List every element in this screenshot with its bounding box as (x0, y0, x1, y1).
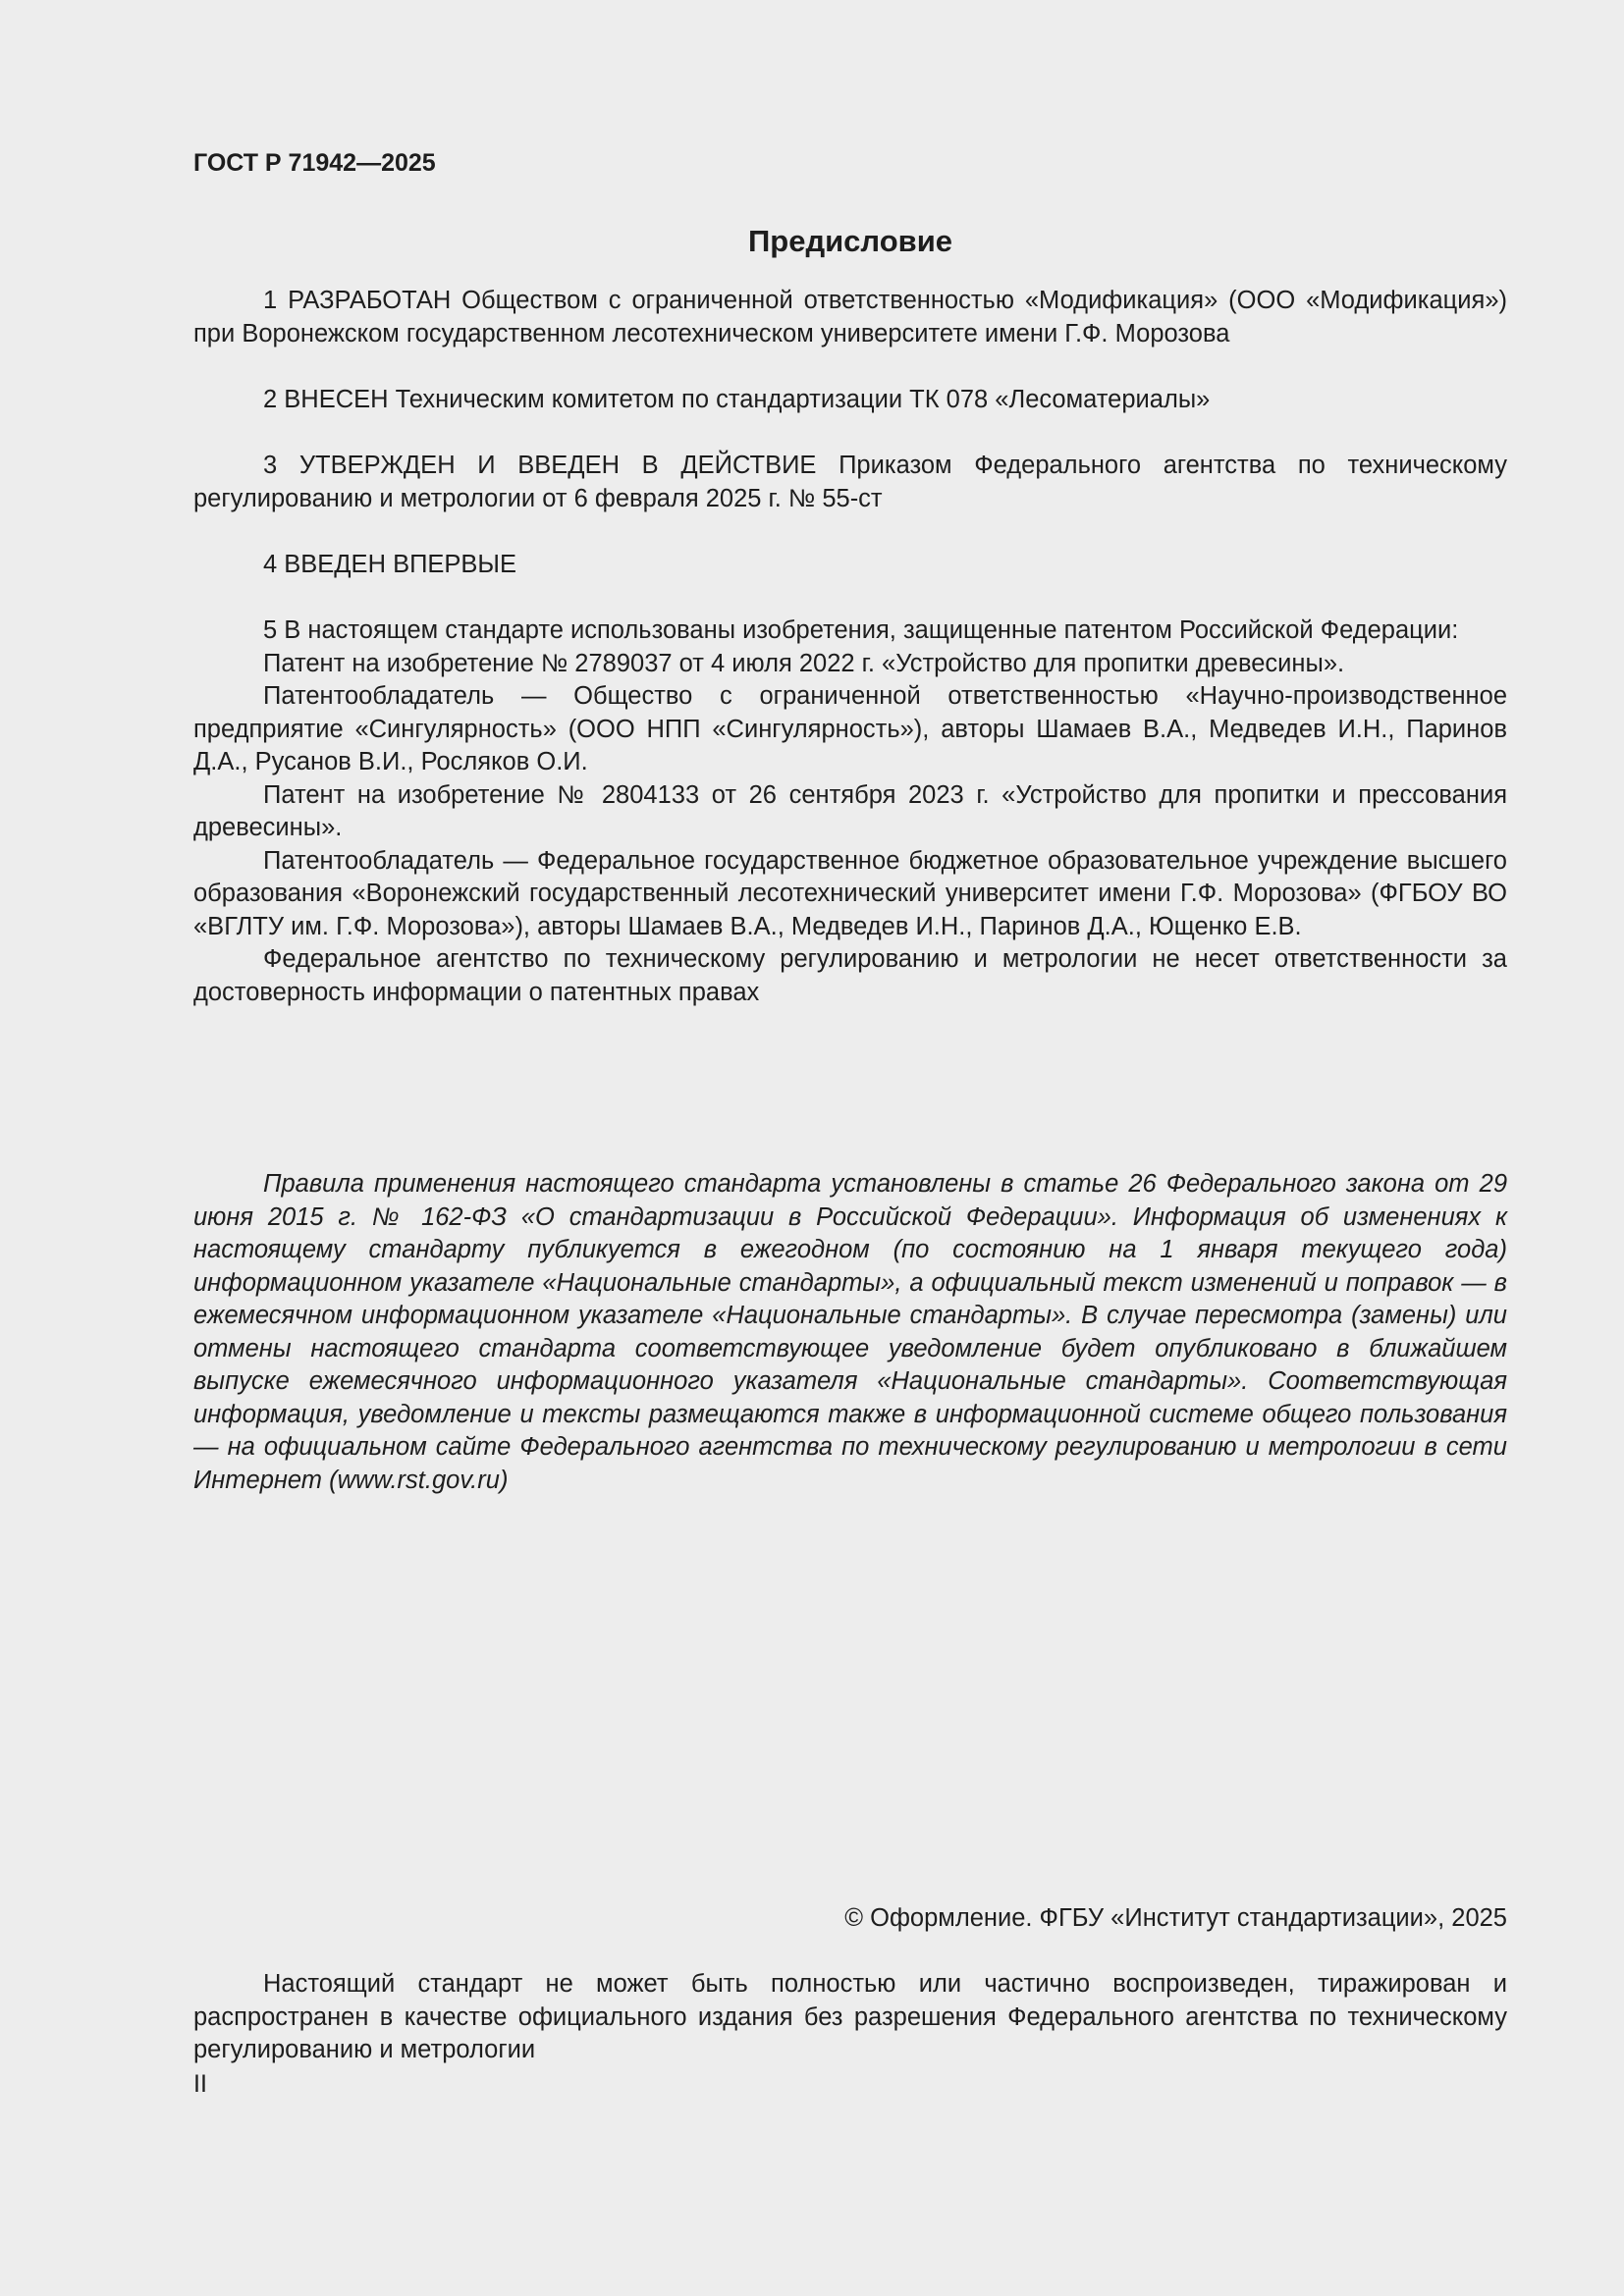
page-footer (193, 2068, 1507, 2101)
copyright-line (193, 1902, 1507, 1936)
patent-holder-2: Патентообладатель — Федеральное государственное бюджетное образовательное учреждение высшего образования «Воронежский государственный лесотехнический университет имени Г.Ф. Морозова» (ФГБОУ ВО «ВГЛТУ им. Г.Ф. Морозова»), авторы Шамаев В.А., Медведев И.Н., Паринов Д.А., Ющенко Е.В. (193, 846, 1507, 940)
preface-title: Предисловие (747, 224, 952, 258)
item-5-intro: 5 В настоящем стандарте использованы изобретения, защищенные патентом Российской Федерации: (263, 616, 1459, 644)
page-number: II (193, 2070, 207, 2098)
item-4-text: 4 ВВЕДЕН ВПЕРВЫЕ (263, 551, 517, 578)
preface-item-3 (193, 450, 1507, 515)
patent-2: Патент на изобретение № 2804133 от 26 сентября 2023 г. «Устройство для пропитки и прессования древесины». (193, 780, 1507, 841)
patent-1: Патент на изобретение № 2789037 от 4 июля 2022 г. «Устройство для пропитки древесины». (263, 649, 1345, 677)
item-1-text: 1 РАЗРАБОТАН Обществом с ограниченной ответственностью «Модификация» (ООО «Модификация») при Воронежском государственном лесотехническом университете имени Г.Ф. Морозова (193, 287, 1507, 347)
item-3-text: 3 УТВЕРЖДЕН И ВВЕДЕН В ДЕЙСТВИЕ Приказом Федерального агентства по техническому регулированию и метрологии от 6 февраля 2025 г. № 55-ст (193, 452, 1507, 512)
standard-code-header: ГОСТ Р 71942—2025 (193, 149, 436, 177)
preface-item-4 (193, 549, 1507, 582)
preface-item-5 (193, 614, 1507, 1009)
rules-note-text: Правила применения настоящего стандарта установлены в статье 26 Федерального закона от 29 июня 2015 г. № 162-ФЗ «О стандартизации в Российской Федерации». Информация об изменениях к настоящему стандарту публикуется в ежегодном (по состоянию на 1 января текущего года) информационном указателе «Национальные стандарты», а официальный текст изменений и поправок — в ежемесячном информационном указателе «Национальные стандарты». В случае пересмотра (замены) или отмены настоящего стандарта соответствующее уведомление будет опубликовано в ближайшем выпуске ежемесячного информационного указателя «Национальные стандарты». Соответствующая информация, уведомление и тексты размещаются также в информационной системе общего пользования — на официальном сайте Федерального агентства по техническому регулированию и метрологии в сети Интернет (www.rst.gov.ru) (193, 1170, 1507, 1494)
reproduction-notice-text: Настоящий стандарт не может быть полностью или частично воспроизведен, тиражирован и распространен в качестве официального издания без разрешения Федерального агентства по техническому регулированию и метрологии (193, 1970, 1507, 2063)
rules-note (193, 1168, 1507, 1497)
patent-disclaimer: Федеральное агентство по техническому регулированию и метрологии не несет ответственности за достоверность информации о патентных правах (193, 945, 1507, 1006)
reproduction-notice (193, 1968, 1507, 2067)
item-2-text: 2 ВНЕСЕН Техническим комитетом по стандартизации ТК 078 «Лесоматериалы» (263, 386, 1211, 413)
copyright-text: © Оформление. ФГБУ «Институт стандартизации», 2025 (844, 1904, 1507, 1932)
preface-item-1 (193, 285, 1507, 350)
preface-item-2 (193, 384, 1507, 417)
document-page (193, 145, 1507, 2098)
patent-holder-1: Патентообладатель — Общество с ограниченной ответственностью «Научно-производственное предприятие «Сингулярность» (ООО НПП «Сингулярность»), авторы Шамаев В.А., Медведев И.Н., Паринов Д.А., Русанов В.И., Росляков О.И. (193, 682, 1507, 775)
